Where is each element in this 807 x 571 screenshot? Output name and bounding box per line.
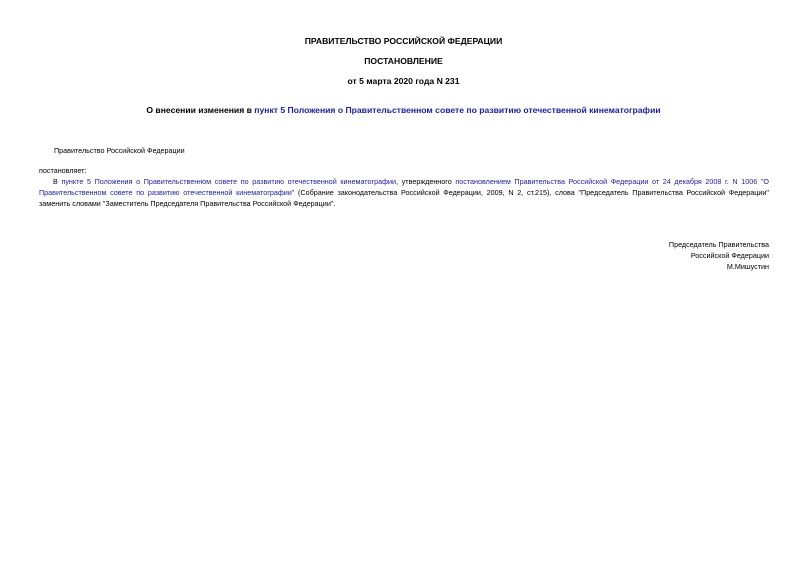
paragraph-link-regulation[interactable]: пункте 5 Положения о Правительственном совете по развитию отечественной кинематографии [61, 177, 397, 186]
document-title-prefix: О внесении изменения в [146, 105, 255, 115]
document-title [0, 105, 807, 116]
signature-block [669, 239, 769, 272]
document-title-link[interactable]: пункт 5 Положения о Правительственном совете по развитию отечественной кинематографии [254, 105, 661, 115]
paragraph-rest: (Собрание законодательства Российской Федерации, 2009, N 2, ст.215), слова "Председатель Правительства Российской Федерации" заменить словами "Заместитель Председателя Правительства Российской Федерации". [39, 188, 769, 208]
signature-position-line1: Председатель Правительства [668, 240, 769, 249]
document-type: ПОСТАНОВЛЕНИЕ [364, 56, 443, 66]
issuer-text: Правительство Российской Федерации [54, 146, 185, 155]
body-paragraph [39, 176, 769, 209]
paragraph-intro: В [53, 177, 62, 186]
paragraph-link-decree[interactable]: постановлением Правительства Российской Федерации от 24 декабря 2008 г. N 1006 "О Правительственном совете по развитию отечественной кинематографии" [39, 177, 769, 197]
paragraph-mid: , утвержденного [396, 177, 456, 186]
government-heading: ПРАВИТЕЛЬСТВО РОССИЙСКОЙ ФЕДЕРАЦИИ [304, 36, 503, 46]
signature-name: М.Мишустин [726, 262, 769, 271]
signature-position-line2: Российской Федерации [690, 251, 769, 260]
document-date-number: от 5 марта 2020 года N 231 [347, 76, 460, 86]
decree-word: постановляет: [39, 166, 87, 175]
